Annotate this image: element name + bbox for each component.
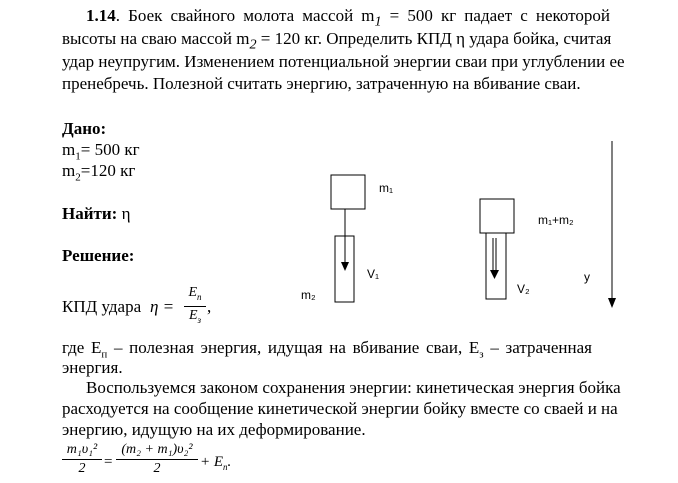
where-line-2: энергия. bbox=[62, 358, 123, 377]
find-heading: Найти: bbox=[62, 204, 118, 223]
hammer-block-m1m2 bbox=[480, 199, 514, 233]
equation-equals: = bbox=[104, 454, 113, 470]
label-m2: m₂ bbox=[301, 288, 316, 302]
problem-number: 1.14 bbox=[86, 6, 116, 25]
equation-plus-energy: + $E_п$. bbox=[200, 454, 232, 472]
kpd-comma: , bbox=[207, 297, 212, 316]
given-m1: $m_1= 500$ кг bbox=[62, 140, 140, 163]
y-axis-arrowhead bbox=[608, 298, 616, 308]
given-m2: $m_2=120$ кг bbox=[62, 161, 136, 184]
problem-line-3: удар неупругим. Изменением потенциальной энергии сваи при углублении ее bbox=[62, 52, 625, 71]
law-line-1: Воспользуемся законом сохранения энергии: кинетическая энергия бойка bbox=[86, 378, 621, 397]
law-line-3: энергию, идущую на их деформирование. bbox=[62, 420, 366, 439]
label-v2: V₂ bbox=[517, 282, 530, 296]
kpd-fraction: $E_п$ $E_з$ bbox=[184, 285, 206, 328]
find-value: η bbox=[121, 204, 131, 223]
eta-symbol: η = bbox=[150, 297, 175, 316]
equation-left-fraction: m₁υ₁² 2 bbox=[62, 442, 102, 477]
label-m1m2: m₁+m₂ bbox=[538, 213, 574, 227]
kpd-label: КПД удара bbox=[62, 297, 142, 316]
solution-heading: Решение: bbox=[62, 246, 135, 265]
law-line-2: расходуется на сообщение кинетической энергии бойку вместе со сваей и на bbox=[62, 399, 618, 418]
label-m1: m₁ bbox=[379, 181, 394, 195]
hammer-block-m1 bbox=[331, 175, 365, 209]
where-line-1: где $Е_п$ – полезная энергия, идущая на вбивание сваи, $Е_з$ – затраченная bbox=[62, 338, 592, 361]
given-heading: Дано: bbox=[62, 119, 107, 138]
v2-arrowhead bbox=[490, 270, 499, 279]
problem-line-1: 1.14. Боек свайного молота массой $m_1 = 500$ кг падает с некоторой bbox=[86, 6, 610, 30]
problem-line-2: высоты на сваю массой $m_2 = 120$ кг. Определить КПД η удара бойка, считая bbox=[62, 29, 612, 53]
label-v1: V₁ bbox=[367, 267, 380, 281]
v1-arrowhead bbox=[341, 262, 349, 271]
label-y: y bbox=[584, 270, 590, 284]
problem-line-4: пренебречь. Полезной считать энергию, затраченную на вбивание сваи. bbox=[62, 74, 581, 93]
equation-right-fraction: (m₂ + m₁)υ₂² 2 bbox=[116, 442, 198, 477]
